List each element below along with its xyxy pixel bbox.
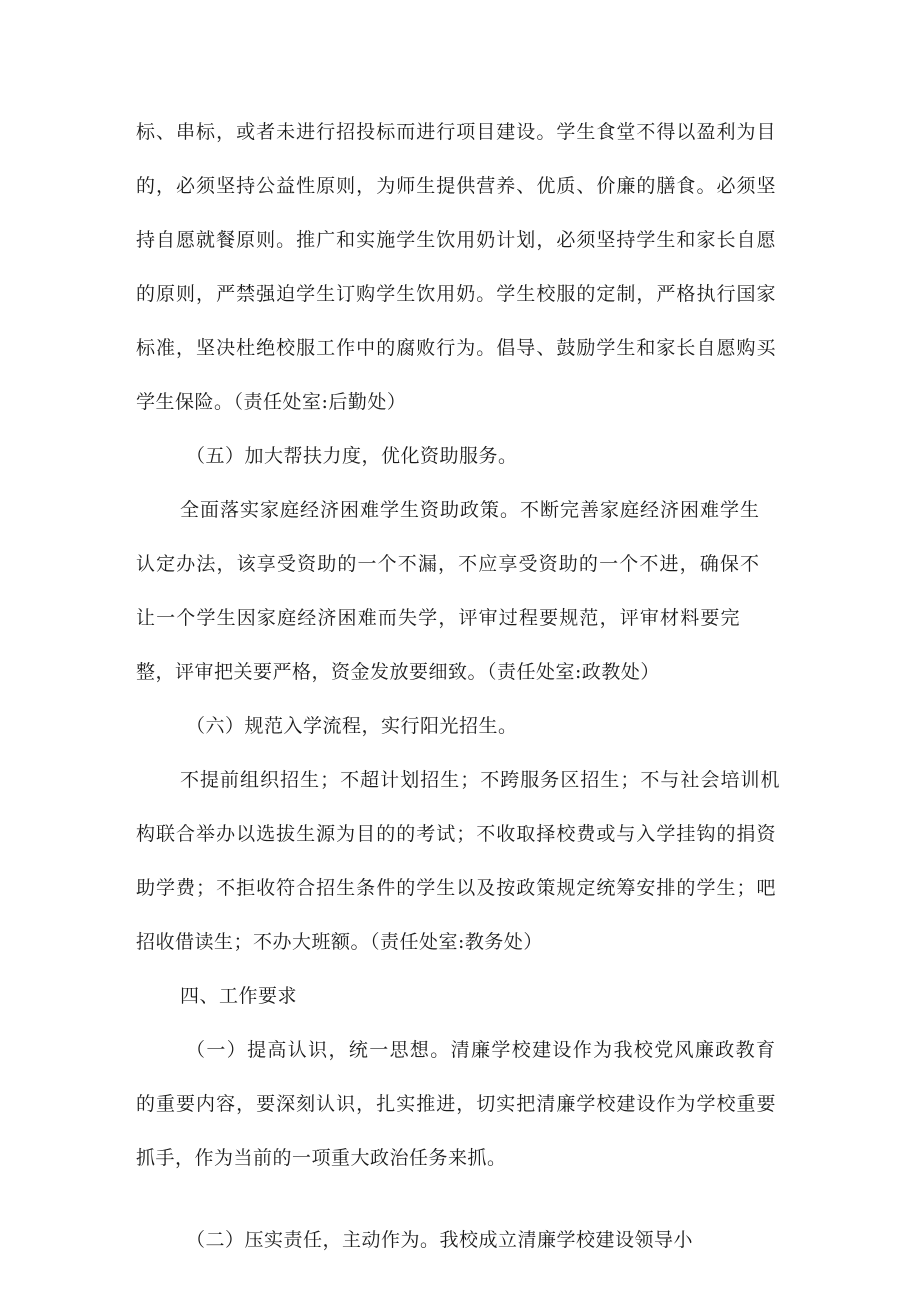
text-line: 全面落实家庭经济困难学生资助政策。不断完善家庭经济困难学生 bbox=[180, 499, 761, 521]
text-line: 整，评审把关要严格，资金发放要细致。（责任处室:政教处） bbox=[136, 661, 660, 683]
text-line: 招收借读生；不办大班额。（责任处室:教务处） bbox=[136, 931, 543, 953]
text-line: 不提前组织招生；不超计划招生；不跨服务区招生；不与社会培训机 bbox=[180, 769, 781, 791]
text-line: 标、串标，或者未进行招投标而进行项目建设。学生食堂不得以盈利为目 bbox=[136, 121, 777, 143]
text-line: 助学费；不拒收符合招生条件的学生以及按政策规定统筹安排的学生；吧 bbox=[136, 877, 777, 899]
text-line: （一）提高认识，统一思想。清廉学校建设作为我校党风廉政教育 bbox=[186, 1039, 777, 1061]
section-heading: （六）规范入学流程，实行阳光招生。 bbox=[186, 715, 518, 737]
text-line: 让一个学生因家庭经济困难而失学，评审过程要规范，评审材料要完 bbox=[136, 607, 741, 629]
text-line: 抓手，作为当前的一项重大政治任务来抓。 bbox=[136, 1147, 507, 1169]
text-line: 的原则，严禁强迫学生订购学生饮用奶。学生校服的定制，严格执行国家 bbox=[136, 283, 777, 305]
text-line: 持自愿就餐原则。推广和实施学生饮用奶计划，必须坚持学生和家长自愿 bbox=[136, 229, 777, 251]
text-line: 的，必须坚持公益性原则，为师生提供营养、优质、价廉的膳食。必须坚 bbox=[136, 175, 777, 197]
text-line: 学生保险。（责任处室:后勤处） bbox=[136, 391, 407, 413]
text-line: 认定办法，该享受资助的一个不漏，不应享受资助的一个不进，确保不 bbox=[136, 553, 761, 575]
text-line: （二）压实责任，主动作为。我校成立清廉学校建设领导小 bbox=[186, 1229, 694, 1251]
section-heading: （五）加大帮扶力度，优化资助服务。 bbox=[186, 445, 518, 467]
text-line: 标准，坚决杜绝校服工作中的腐败行为。倡导、鼓励学生和家长自愿购买 bbox=[136, 337, 777, 359]
text-line: 构联合举办以选拔生源为目的的考试；不收取择校费或与入学挂钩的捐资 bbox=[136, 823, 777, 845]
text-line: 的重要内容，要深刻认识，扎实推进，切实把清廉学校建设作为学校重要 bbox=[136, 1093, 777, 1115]
section-heading: 四、工作要求 bbox=[180, 985, 298, 1007]
